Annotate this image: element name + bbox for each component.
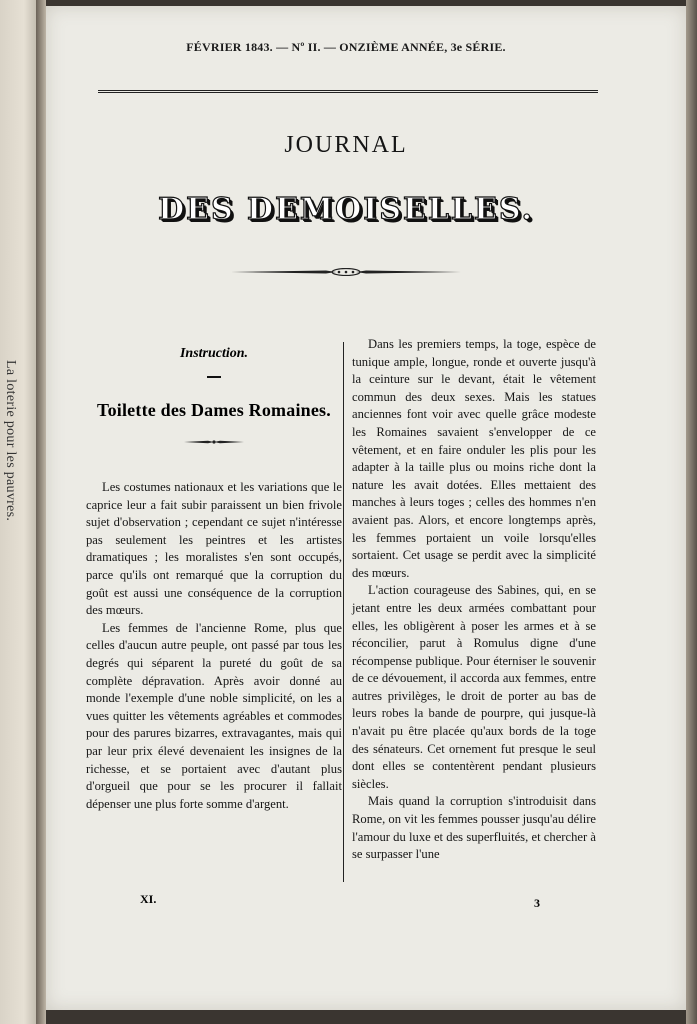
title-ornament <box>184 439 244 445</box>
issue-header: FÉVRIER 1843. — Nº II. — ONZIÈME ANNÉE, 3e SÉRIE. <box>186 40 506 54</box>
masthead-ornament <box>231 268 461 276</box>
article-title: Toilette des Dames Romaines. <box>97 400 331 420</box>
right-body-text <box>352 336 596 864</box>
facing-page-text: La loterie pour les pauvres. <box>3 360 18 522</box>
signature-mark: XI. <box>140 892 157 906</box>
paragraph: Les costumes nationaux et les variations que le caprice leur a fait subir paraissent un bien frivole sujet d'observation ; cependant ce sujet n'intéresse pas seulement les peintres et les artistes dramatiques ; les moralistes s'en sont occupés, parce qu'ils ont remarqué que la corruption du goût est aussi une conséquence de la corruption des mœurs. <box>86 480 342 618</box>
paragraph: Mais quand la corruption s'introduisit dans Rome, on vit les femmes pousser jusqu'au délire l'amour du luxe et des superfluités, et chercher à se surpasser l'une <box>352 794 596 862</box>
book-gutter <box>36 0 46 1024</box>
left-body-text <box>86 479 342 813</box>
right-column <box>352 336 596 864</box>
page-number: 3 <box>534 896 540 910</box>
masthead-title: DES DEMOISELLES. <box>158 192 534 227</box>
section-heading: Instruction. <box>179 346 249 361</box>
paragraph: Dans les premiers temps, la toge, espèce de tunique ample, longue, ronde et ouverte jusqu'à la ceinture sur le devant, était le vêtement commun des deux sexes. Mais les statues anciennes font voir avec quelle grâce modeste les Romaines savaient s'envelopper de ce vêtement, et en faire onduler les plis pour les adapter à la taille plus ou moins riche dont la nature les avait dotées. Elles mettaient des manches à leurs toges ; celles des hommes n'en avaient pas. Alors, et encore longtemps après, les femmes portaient un voile lorsqu'elles sortaient. Cet usage se perdit avec la simplicité des mœurs. <box>352 337 596 580</box>
column-divider <box>343 342 344 882</box>
section-dash <box>207 376 221 378</box>
page-edge-right <box>686 0 697 1024</box>
facing-page-edge <box>0 0 40 1024</box>
header-rule <box>98 90 598 93</box>
paragraph: L'action courageuse des Sabines, qui, en se jetant entre les deux armées combattant pour elles, les obligèrent à poser les armes et à se réconcilier, parut à Romulus digne d'une récompense publique. Pour éterniser le souvenir de ce dévouement, il accorda aux femmes, entre autres privilèges, le droit de porter au bas de leurs robes la bande de pourpre, qui jusque-là n'avait pu être placée qu'aux bords de la toge des sénateurs. Cet ornement fut presque le seul dont elles se contentèrent pendant plusieurs siècles. <box>352 583 596 791</box>
left-column <box>86 336 342 813</box>
journal-page <box>46 6 686 1010</box>
masthead-journal: JOURNAL <box>284 132 408 158</box>
paragraph: Les femmes de l'ancienne Rome, plus que celles d'aucun autre peuple, ont passé par tous les degrés qui séparent la pureté du goût de sa complète dépravation. Après avoir donné au monde l'exemple d'une noble simplicité, on les a vues quitter les vêtements agréables et commodes pour des parures bizarres, extravagantes, mais qui par leur prix élevé devenaient les insignes de la richesse, et se portaient avec d'autant plus d'orgueil que pour se les procurer il fallait dépenser une plus forte somme d'argent. <box>86 620 342 811</box>
